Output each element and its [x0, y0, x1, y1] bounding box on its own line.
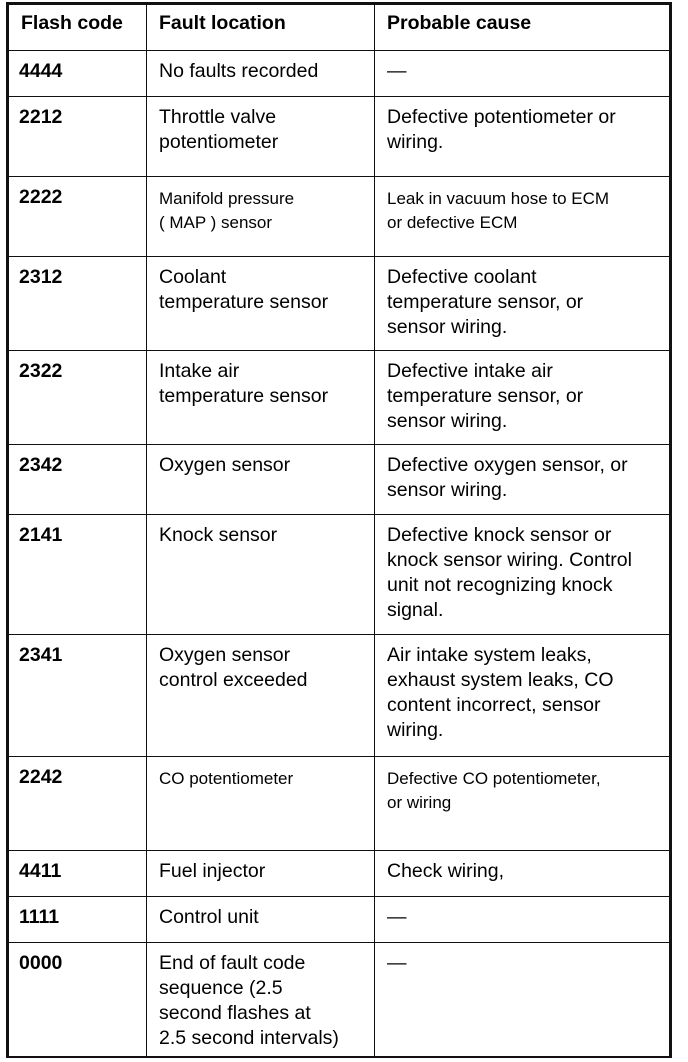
- fault-location-cell: End of fault code sequence (2.5 second flashes at 2.5 second intervals): [147, 943, 375, 1057]
- flash-code-cell: 2141: [9, 515, 147, 635]
- fault-location-cell: Coolant temperature sensor: [147, 257, 375, 351]
- fault-location-cell: Knock sensor: [147, 515, 375, 635]
- fault-code-table: [8, 4, 670, 1057]
- table-row: [9, 257, 670, 351]
- fault-location-cell: Intake air temperature sensor: [147, 351, 375, 445]
- probable-cause-cell: Defective oxygen sensor, or sensor wiring.: [375, 445, 670, 515]
- table-row: [9, 635, 670, 757]
- fault-location-cell: CO potentiometer: [147, 757, 375, 851]
- probable-cause-cell: Defective coolant temperature sensor, or sensor wiring.: [375, 257, 670, 351]
- probable-cause-cell: Defective intake air temperature sensor, or sensor wiring.: [375, 351, 670, 445]
- probable-cause-cell: —: [375, 943, 670, 1057]
- table-row: [9, 943, 670, 1057]
- table-row: [9, 757, 670, 851]
- probable-cause-cell: Defective CO potentiometer, or wiring: [375, 757, 670, 851]
- flash-code-cell: 2341: [9, 635, 147, 757]
- fault-location-cell: Fuel injector: [147, 851, 375, 897]
- flash-code-cell: 2212: [9, 97, 147, 177]
- probable-cause-cell: Defective knock sensor or knock sensor wiring. Control unit not recognizing knock signal.: [375, 515, 670, 635]
- fault-location-cell: Oxygen sensor control exceeded: [147, 635, 375, 757]
- flash-code-cell: 2312: [9, 257, 147, 351]
- table-row: [9, 177, 670, 257]
- flash-code-cell: 2222: [9, 177, 147, 257]
- probable-cause-cell: Air intake system leaks, exhaust system leaks, CO content incorrect, sensor wiring.: [375, 635, 670, 757]
- flash-code-cell: 2342: [9, 445, 147, 515]
- flash-code-cell: 4411: [9, 851, 147, 897]
- flash-code-cell: 1111: [9, 897, 147, 943]
- fault-location-cell: Manifold pressure ( MAP ) sensor: [147, 177, 375, 257]
- flash-code-cell: 0000: [9, 943, 147, 1057]
- fault-code-table-container: [6, 2, 672, 1058]
- table-row: [9, 445, 670, 515]
- table-header-row: [9, 5, 670, 51]
- fault-location-cell: Oxygen sensor: [147, 445, 375, 515]
- header-flash-code: Flash code: [9, 5, 147, 51]
- header-fault-location: Fault location: [147, 5, 375, 51]
- probable-cause-cell: Leak in vacuum hose to ECM or defective ECM: [375, 177, 670, 257]
- flash-code-cell: 2242: [9, 757, 147, 851]
- header-probable-cause: Probable cause: [375, 5, 670, 51]
- probable-cause-cell: —: [375, 897, 670, 943]
- fault-location-cell: Throttle valve potentiometer: [147, 97, 375, 177]
- fault-location-cell: Control unit: [147, 897, 375, 943]
- flash-code-cell: 4444: [9, 51, 147, 97]
- probable-cause-cell: —: [375, 51, 670, 97]
- table-row: [9, 51, 670, 97]
- table-row: [9, 351, 670, 445]
- table-row: [9, 851, 670, 897]
- flash-code-cell: 2322: [9, 351, 147, 445]
- table-row: [9, 897, 670, 943]
- probable-cause-cell: Check wiring,: [375, 851, 670, 897]
- fault-location-cell: No faults recorded: [147, 51, 375, 97]
- probable-cause-cell: Defective potentiometer or wiring.: [375, 97, 670, 177]
- table-row: [9, 97, 670, 177]
- table-row: [9, 515, 670, 635]
